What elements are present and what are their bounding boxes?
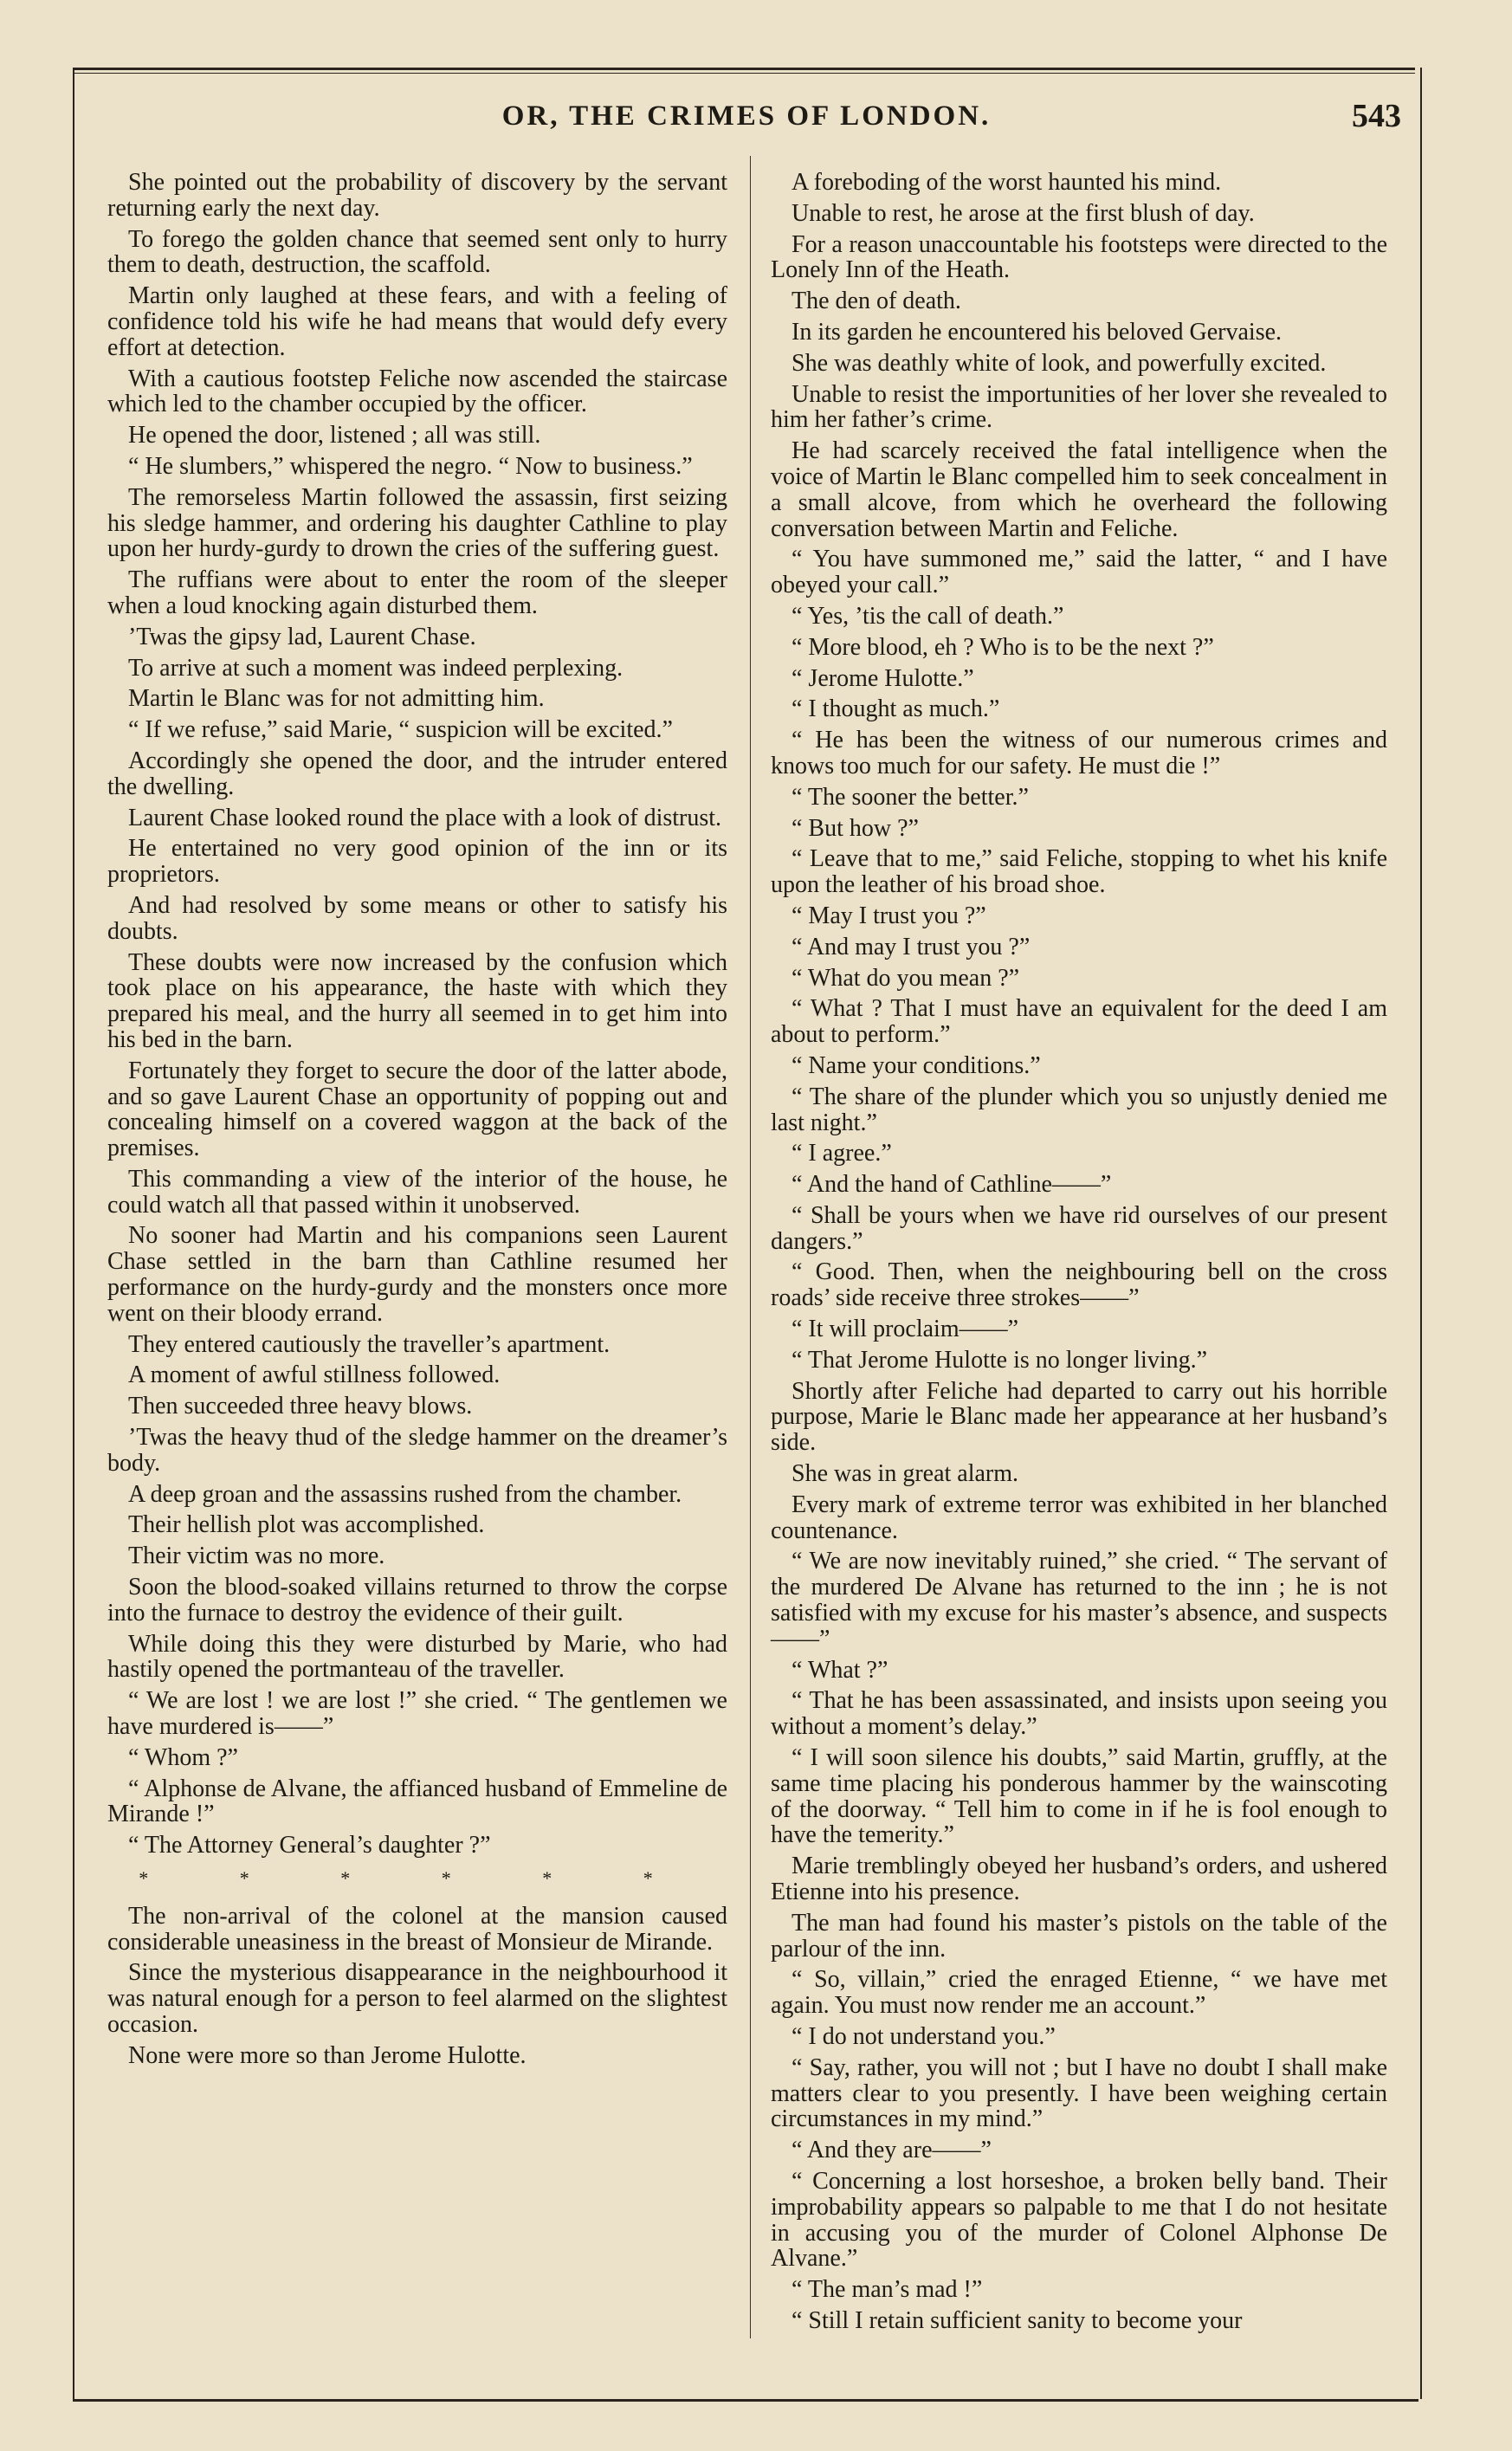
paragraph: She was in great alarm. (792, 1460, 1019, 1488)
paragraph: “ May I trust you ?” (792, 902, 986, 929)
paragraph: The den of death. (792, 288, 961, 315)
paragraph: This commanding a view of the interior of the house, he could watch all that passed within it unobserved. (107, 1165, 727, 1219)
paragraph: “ And they are——” (792, 2137, 992, 2164)
paragraph: To forego the golden chance that seemed sent only to hurry them to death, destruction, the scaffold. (107, 225, 727, 279)
paragraph: “ The sooner the better.” (792, 783, 1029, 811)
paragraph: “ Leave that to me,” said Feliche, stopping to whet his knife upon the leather of his broad shoe. (771, 845, 1387, 899)
paragraph: “ The Attorney General’s daughter ?” (128, 1832, 491, 1859)
paragraph: No sooner had Martin and his companions seen Laurent Chase settled in the barn than Cathline resumed her performance on the hurdy-gurdy and the monsters once more went on their bloody errand. (107, 1222, 727, 1327)
paragraph: “ We are lost ! we are lost !” she cried. “ The gentlemen we have murdered is——” (107, 1687, 727, 1741)
paragraph: “ Still I retain sufficient sanity to become your (792, 2306, 1243, 2334)
paragraph: The remorseless Martin followed the assassin, first seizing his sledge hammer, and ordering his daughter Cathline to play upon her hurdy-gurdy to drown the cries of the suffering guest. (107, 483, 727, 563)
paragraph: Accordingly she opened the door, and the intruder entered the dwelling. (107, 747, 727, 800)
page-number: 543 (1352, 98, 1401, 134)
paragraph: Every mark of extreme terror was exhibited in her blanched countenance. (771, 1491, 1387, 1544)
paragraph: A foreboding of the worst haunted his mind. (792, 169, 1222, 196)
paragraph: “ The man’s mad !” (792, 2276, 983, 2304)
paragraph: Martin only laughed at these fears, and with a feeling of confidence told his wife he had means that would defy every effort at detection. (107, 282, 727, 361)
paragraph: “ So, villain,” cried the enraged Etienne, “ we have met again. You must now render me an account.” (771, 1966, 1387, 2020)
paragraph: “ The share of the plunder which you so unjustly denied me last night.” (771, 1083, 1387, 1136)
paragraph: To arrive at such a moment was indeed perplexing. (128, 654, 624, 682)
paragraph: “ I agree.” (792, 1140, 892, 1167)
paragraph: “ Say, rather, you will not ; but I have no doubt I shall make matters clear to you presently. I have been weighing certain circumstances in my mind.” (771, 2053, 1387, 2133)
paragraph: Unable to resist the importunities of her lover she revealed to him her father’s crime. (771, 380, 1387, 434)
right-column (771, 170, 1387, 2339)
paragraph: He had scarcely received the fatal intelligence when the voice of Martin le Blanc compelled him to seek concealment in a small alcove, from which he overheard the following conversation between Martin and Feliche. (771, 437, 1387, 542)
paragraph: Fortunately they forget to secure the door of the latter abode, and so gave Laurent Chase an opportunity of popping out and concealing himself on a covered waggon at the back of the premises. (107, 1057, 727, 1162)
paragraph: He entertained no very good opinion of the inn or its proprietors. (107, 835, 727, 889)
paragraph: Laurent Chase looked round the place with a look of distrust. (128, 804, 722, 831)
bottom-rule (73, 2399, 1418, 2402)
column-divider (750, 156, 751, 2338)
paragraph: “ But how ?” (792, 814, 919, 842)
paragraph: The non-arrival of the colonel at the mansion caused considerable uneasiness in the breast of Monsieur de Mirande. (107, 1902, 727, 1956)
paragraph: She was deathly white of look, and powerfully excited. (792, 349, 1327, 377)
right-border (1420, 68, 1422, 2399)
paragraph: “ What do you mean ?” (792, 964, 1020, 992)
paragraph: While doing this they were disturbed by Marie, who had hastily opened the portmanteau of the traveller. (107, 1630, 727, 1684)
paragraph: The ruffians were about to enter the room of the sleeper when a loud knocking again disturbed them. (107, 566, 727, 619)
paragraph: “ Good. Then, when the neighbouring bell on the cross roads’ side receive three strokes——” (771, 1258, 1387, 1312)
paragraph: “ Whom ?” (128, 1743, 238, 1771)
paragraph: Martin le Blanc was for not admitting him. (128, 685, 545, 713)
paragraph: A deep groan and the assassins rushed from the chamber. (128, 1480, 682, 1508)
top-rule-thin (73, 73, 1415, 74)
paragraph: “ I do not understand you.” (792, 2023, 1056, 2050)
paragraph: For a reason unaccountable his footsteps were directed to the Lonely Inn of the Heath. (771, 230, 1387, 284)
paragraph: “ We are now inevitably ruined,” she cried. “ The servant of the murdered De Alvane has returned to the inn ; he is not satisfied with my excuse for his master’s absence, and suspects——” (771, 1548, 1387, 1652)
left-border (73, 68, 74, 2399)
paragraph: “ He has been the witness of our numerous crimes and knows too much for our safety. He must die !” (771, 727, 1387, 779)
top-rule (73, 68, 1415, 70)
paragraph: None were more so than Jerome Hulotte. (128, 2041, 527, 2069)
paragraph: “ If we refuse,” said Marie, “ suspicion will be excited.” (128, 716, 673, 744)
paragraph: ’Twas the gipsy lad, Laurent Chase. (128, 623, 476, 650)
paragraph: Then succeeded three heavy blows. (128, 1393, 473, 1420)
paragraph: Marie tremblingly obeyed her husband’s orders, and ushered Etienne into his presence. (771, 1853, 1387, 1906)
paragraph: “ That he has been assassinated, and insists upon seeing you without a moment’s delay.” (771, 1687, 1387, 1741)
left-column (107, 170, 727, 2074)
paragraph: A moment of awful stillness followed. (128, 1361, 501, 1389)
paragraph: The man had found his master’s pistols on the table of the parlour of the inn. (771, 1909, 1387, 1963)
paragraph: “ And the hand of Cathline——” (792, 1171, 1112, 1199)
paragraph: “ I will soon silence his doubts,” said Martin, gruffly, at the same time placing his ponderous hammer by the wainscoting of the doorway. “ Tell him to come in if he is fool enough to have the temerity.” (771, 1744, 1387, 1849)
paragraph: These doubts were now increased by the confusion which took place on his appearance, the haste with which they prepared his meal, and the hurry all seemed in to get him into his bed in the barn. (107, 948, 727, 1053)
page-header (73, 100, 1420, 144)
running-title: OR, THE CRIMES OF LONDON. (501, 100, 992, 132)
paragraph: “ I thought as much.” (792, 695, 1000, 723)
paragraph: “ Shall be yours when we have rid ourselves of our present dangers.” (771, 1201, 1387, 1255)
paragraph: “ It will proclaim——” (792, 1316, 1019, 1343)
paragraph: “ What ?” (792, 1656, 888, 1684)
paragraph: Shortly after Feliche had departed to carry out his horrible purpose, Marie le Blanc made her appearance at her husband’s side. (771, 1377, 1387, 1457)
paragraph: “ You have summoned me,” said the latter, “ and I have obeyed your call.” (771, 546, 1387, 599)
paragraph: “ And may I trust you ?” (792, 933, 1031, 960)
paragraph: Since the mysterious disappearance in the neighbourhood it was natural enough for a person to feel alarmed on the slightest occasion. (107, 1959, 727, 2038)
paragraph: In its garden he encountered his beloved Gervaise. (792, 318, 1283, 346)
paragraph: “ He slumbers,” whispered the negro. “ Now to business.” (128, 452, 693, 480)
paragraph: Their victim was no more. (128, 1542, 385, 1570)
paragraph: They entered cautiously the traveller’s apartment. (128, 1330, 611, 1358)
paragraph: She pointed out the probability of discovery by the servant returning early the next day. (107, 169, 727, 222)
paragraph: “ Alphonse de Alvane, the affianced husband of Emmeline de Mirande !” (107, 1775, 727, 1828)
paragraph: “ Name your conditions.” (792, 1051, 1041, 1079)
paragraph: “ That Jerome Hulotte is no longer living.” (792, 1346, 1208, 1374)
paragraph: “ Jerome Hulotte.” (792, 664, 974, 692)
paragraph: “ More blood, eh ? Who is to be the next ?” (792, 633, 1214, 661)
paragraph: Soon the blood-soaked villains returned to throw the corpse into the furnace to destroy the evidence of their guilt. (107, 1574, 727, 1626)
paragraph: “ Concerning a lost horseshoe, a broken belly band. Their improbability appears so palpable to me that I do not hesitate in accusing you of the murder of Colonel Alphonse De Alvane.” (771, 2167, 1387, 2273)
paragraph: “ Yes, ’tis the call of death.” (792, 602, 1064, 630)
paragraph: With a cautious footstep Feliche now ascended the staircase which led to the chamber occupied by the officer. (107, 365, 727, 418)
paragraph: ’Twas the heavy thud of the sledge hammer on the dreamer’s body. (107, 1424, 727, 1477)
paragraph: Unable to rest, he arose at the first blush of day. (792, 199, 1255, 227)
paragraph: And had resolved by some means or other to satisfy his doubts. (107, 891, 727, 945)
paragraph: Their hellish plot was accomplished. (128, 1511, 485, 1539)
section-separator: * * * * * * (139, 1867, 696, 1890)
paragraph: “ What ? That I must have an equivalent for the deed I am about to perform.” (771, 995, 1387, 1049)
paragraph: He opened the door, listened ; all was still. (128, 422, 541, 449)
